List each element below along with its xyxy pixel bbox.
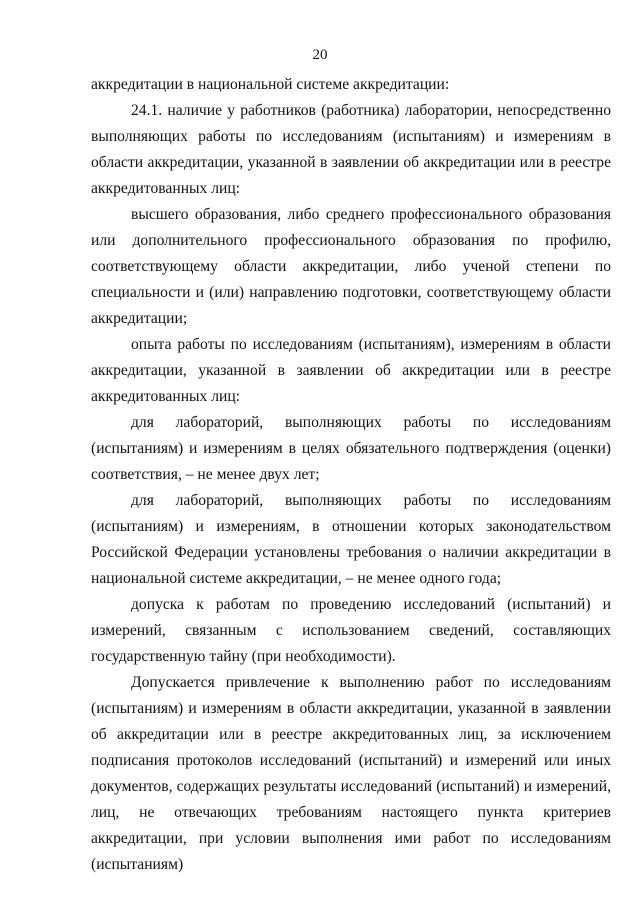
paragraph-one-year: для лабораторий, выполняющих работы по исследованиям (испытаниям) и измерениям, в отношении которых законодательством Российской Федерации установлены требования о наличии аккредитации в национальной системе аккредитации, – не менее одного года; <box>91 492 611 587</box>
paragraph-continuation: аккредитации в национальной системе аккредитации: <box>91 76 450 93</box>
paragraph-state-secret: допуска к работам по проведению исследований (испытаний) и измерений, связанным с использованием сведений, составляющих государственную тайну (при необходимости). <box>91 596 611 665</box>
paragraph-24-1: 24.1. наличие у работников (работника) лаборатории, непосредственно выполняющих работы по исследованиям (испытаниям) и измерениям в области аккредитации, указанной в заявлении об аккредитации или в реестре аккредитованных лиц: <box>91 102 611 197</box>
paragraph-two-years: для лабораторий, выполняющих работы по исследованиям (испытаниям) и измерениям в целях обязательного подтверждения (оценки) соответствия, – не менее двух лет; <box>91 414 611 483</box>
paragraph-permitted-involvement: Допускается привлечение к выполнению работ по исследованиям (испытаниям) и измерениям в области аккредитации, указанной в заявлении об аккредитации или в реестре аккредитованных лиц, за исключением подписания протоколов исследований (испытаний) и измерений или иных документов, содержащих результаты исследований (испытаний) и измерений, лиц, не отвечающих требованиям настоящего пункта критериев аккредитации, при условии выполнения ими работ по исследованиям (испытаниям) <box>91 674 611 873</box>
document-body <box>91 72 611 878</box>
page-number: 20 <box>312 47 328 63</box>
paragraph-experience: опыта работы по исследованиям (испытаниям), измерениям в области аккредитации, указанной в заявлении об аккредитации или в реестре аккредитованных лиц: <box>91 336 611 405</box>
paragraph-education: высшего образования, либо среднего профессионального образования или дополнительного профессионального образования по профилю, соответствующему области аккредитации, либо ученой степени по специальности и (или) направлению подготовки, соответствующему области аккредитации; <box>91 206 611 327</box>
